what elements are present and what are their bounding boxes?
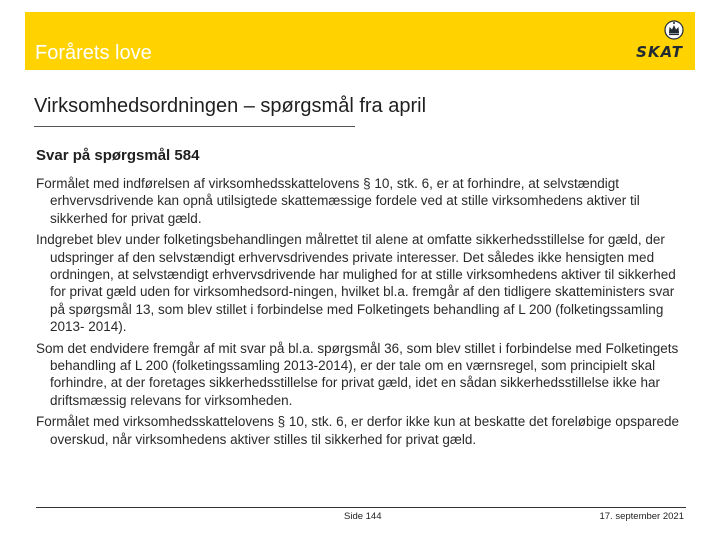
logo-text: SKAT xyxy=(636,43,683,61)
subheading: Svar på spørgsmål 584 xyxy=(36,147,200,164)
page-number: Side 144 xyxy=(344,511,382,522)
paragraph: Formålet med indførelsen af virksomhedsskattelovens § 10, stk. 6, er at forhindre, at selvstændigt erhvervsdrivende kan opnå utilsigtede skattemæssige fordele ved at stille virksomhedens aktiver til sikkerhed for privat gæld. xyxy=(36,176,640,226)
title-divider xyxy=(34,126,355,127)
paragraph: Formålet med virksomhedsskattelovens § 10, stk. 6, er derfor ikke kun at beskatte det foreløbige opsparede overskud, når virksomhedens aktiver stilles til sikkerhed for privat gæld. xyxy=(36,414,680,447)
skat-logo xyxy=(613,18,683,64)
body-text xyxy=(36,175,684,452)
header-title: Forårets love xyxy=(35,42,152,64)
footer-date: 17. september 2021 xyxy=(599,511,684,522)
header-banner xyxy=(25,12,695,70)
footer-divider xyxy=(36,507,686,508)
slide-title: Virksomhedsordningen – spørgsmål fra april xyxy=(34,95,427,117)
crown-icon xyxy=(664,18,684,40)
paragraph: Som det endvidere fremgår af mit svar på bl.a. spørgsmål 36, som blev stillet i forbindelse med Folketingets behandling af L 200 (folketingssamling 2013-2014), er der tale om en værnsregel, som principielt skal forhindre, at der foretages sikkerhedsstillelse for privat gæld, idet en sådan sikkerhedsstillelse ikke har driftsmæssig relevans for virksomheden. xyxy=(36,340,679,408)
paragraph: Indgrebet blev under folketingsbehandlingen målrettet til alene at omfatte sikkerhedsstillelse for gæld, der udspringer af den selvstændigt erhvervsdrivendes private interesser. Det således ikke hensigten med ordningen, at selvstændigt erhvervsdrivende har mulighed for at stille virksomhedens aktiver til sikkerhed for privat gæld uden for virksomhedsord-ningen, hvilket bl.a. fremgår af den tidligere skatteministers svar på spørgsmål 13, som blev stillet i forbindelse med Folketingets behandling af L 200 (folketingssamling 2013- 2014). xyxy=(36,232,676,335)
